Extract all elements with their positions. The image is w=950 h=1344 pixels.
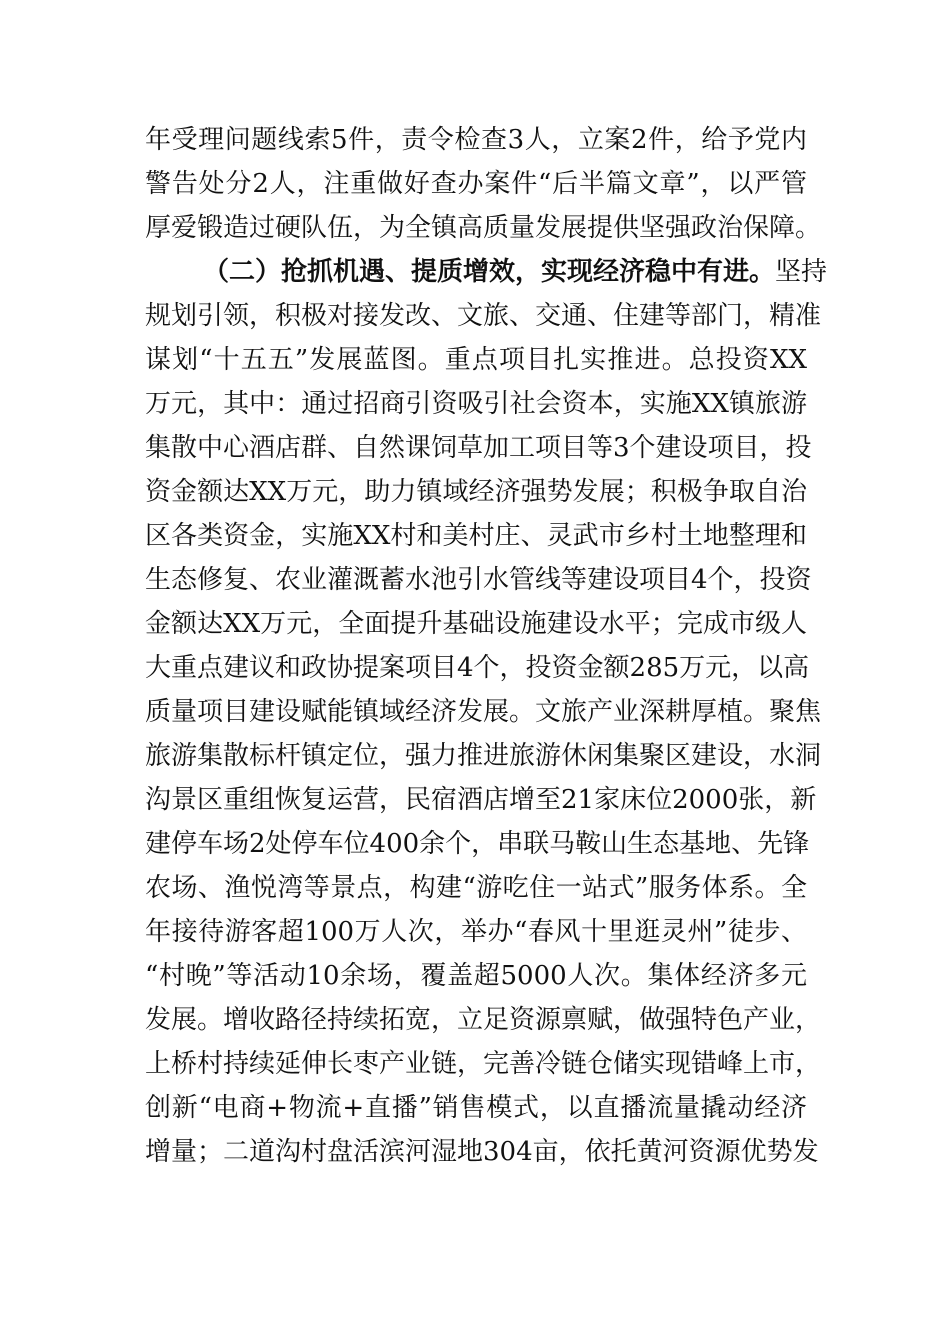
text-line: 金额达XX万元，全面提升基础设施建设水平；完成市级人 bbox=[145, 609, 807, 639]
text-line: 大重点建议和政协提案项目4个，投资金额285万元，以高 bbox=[145, 653, 810, 683]
text-line: 建停车场2处停车位400余个，串联马鞍山生态基地、先锋 bbox=[145, 829, 810, 859]
text-line: “村晚”等活动10余场，覆盖超5000人次。集体经济多元 bbox=[145, 961, 807, 991]
text-line: 发展。增收路径持续拓宽，立足资源禀赋，做强特色产业， bbox=[145, 1005, 822, 1035]
text-line: 谋划“十五五”发展蓝图。重点项目扎实推进。总投资XX bbox=[145, 345, 807, 375]
text-line: 资金额达XX万元，助力镇域经济强势发展；积极争取自治 bbox=[145, 477, 807, 507]
text-line: 万元，其中：通过招商引资吸引社会资本，实施XX镇旅游 bbox=[145, 389, 807, 419]
text-line: 增量；二道沟村盘活滨河湿地304亩，依托黄河资源优势发 bbox=[145, 1137, 819, 1167]
text-line: 生态修复、农业灌溉蓄水池引水管线等建设项目4个，投资 bbox=[145, 565, 812, 595]
text-line: 旅游集散标杆镇定位，强力推进旅游休闲集聚区建设，水洞 bbox=[145, 741, 822, 771]
text-line: 质量项目建设赋能镇域经济发展。文旅产业深耕厚植。聚焦 bbox=[145, 697, 822, 727]
text-line: 年接待游客超100万人次，举办“春风十里逛灵州”徒步、 bbox=[145, 917, 807, 947]
text-line: 集散中心酒店群、自然课饲草加工项目等3个建设项目，投 bbox=[145, 433, 812, 463]
section-heading-line bbox=[203, 252, 828, 292]
text-line: 区各类资金，实施XX村和美村庄、灵武市乡村土地整理和 bbox=[145, 521, 807, 551]
text-line: 上桥村持续延伸长枣产业链，完善冷链仓储实现错峰上市， bbox=[145, 1049, 822, 1079]
section-heading-tail: 坚持 bbox=[775, 257, 828, 287]
text-line: 规划引领，积极对接发改、文旅、交通、住建等部门，精准 bbox=[145, 301, 822, 331]
text-line: 农场、渔悦湾等景点，构建“游吃住一站式”服务体系。全 bbox=[145, 873, 807, 903]
section-heading: （二）抢抓机遇、提质增效，实现经济稳中有进。 bbox=[203, 257, 776, 287]
text-line: 沟景区重组恢复运营，民宿酒店增至21家床位2000张，新 bbox=[145, 785, 817, 815]
text-line: 警告处分2人，注重做好查办案件“后半篇文章”，以严管 bbox=[145, 169, 807, 199]
text-line: 创新“电商+物流+直播”销售模式，以直播流量撬动经济 bbox=[145, 1093, 807, 1123]
text-line: 厚爱锻造过硬队伍，为全镇高质量发展提供坚强政治保障。 bbox=[145, 213, 822, 243]
text-line: 年受理问题线索5件，责令检查3人，立案2件，给予党内 bbox=[145, 125, 807, 155]
